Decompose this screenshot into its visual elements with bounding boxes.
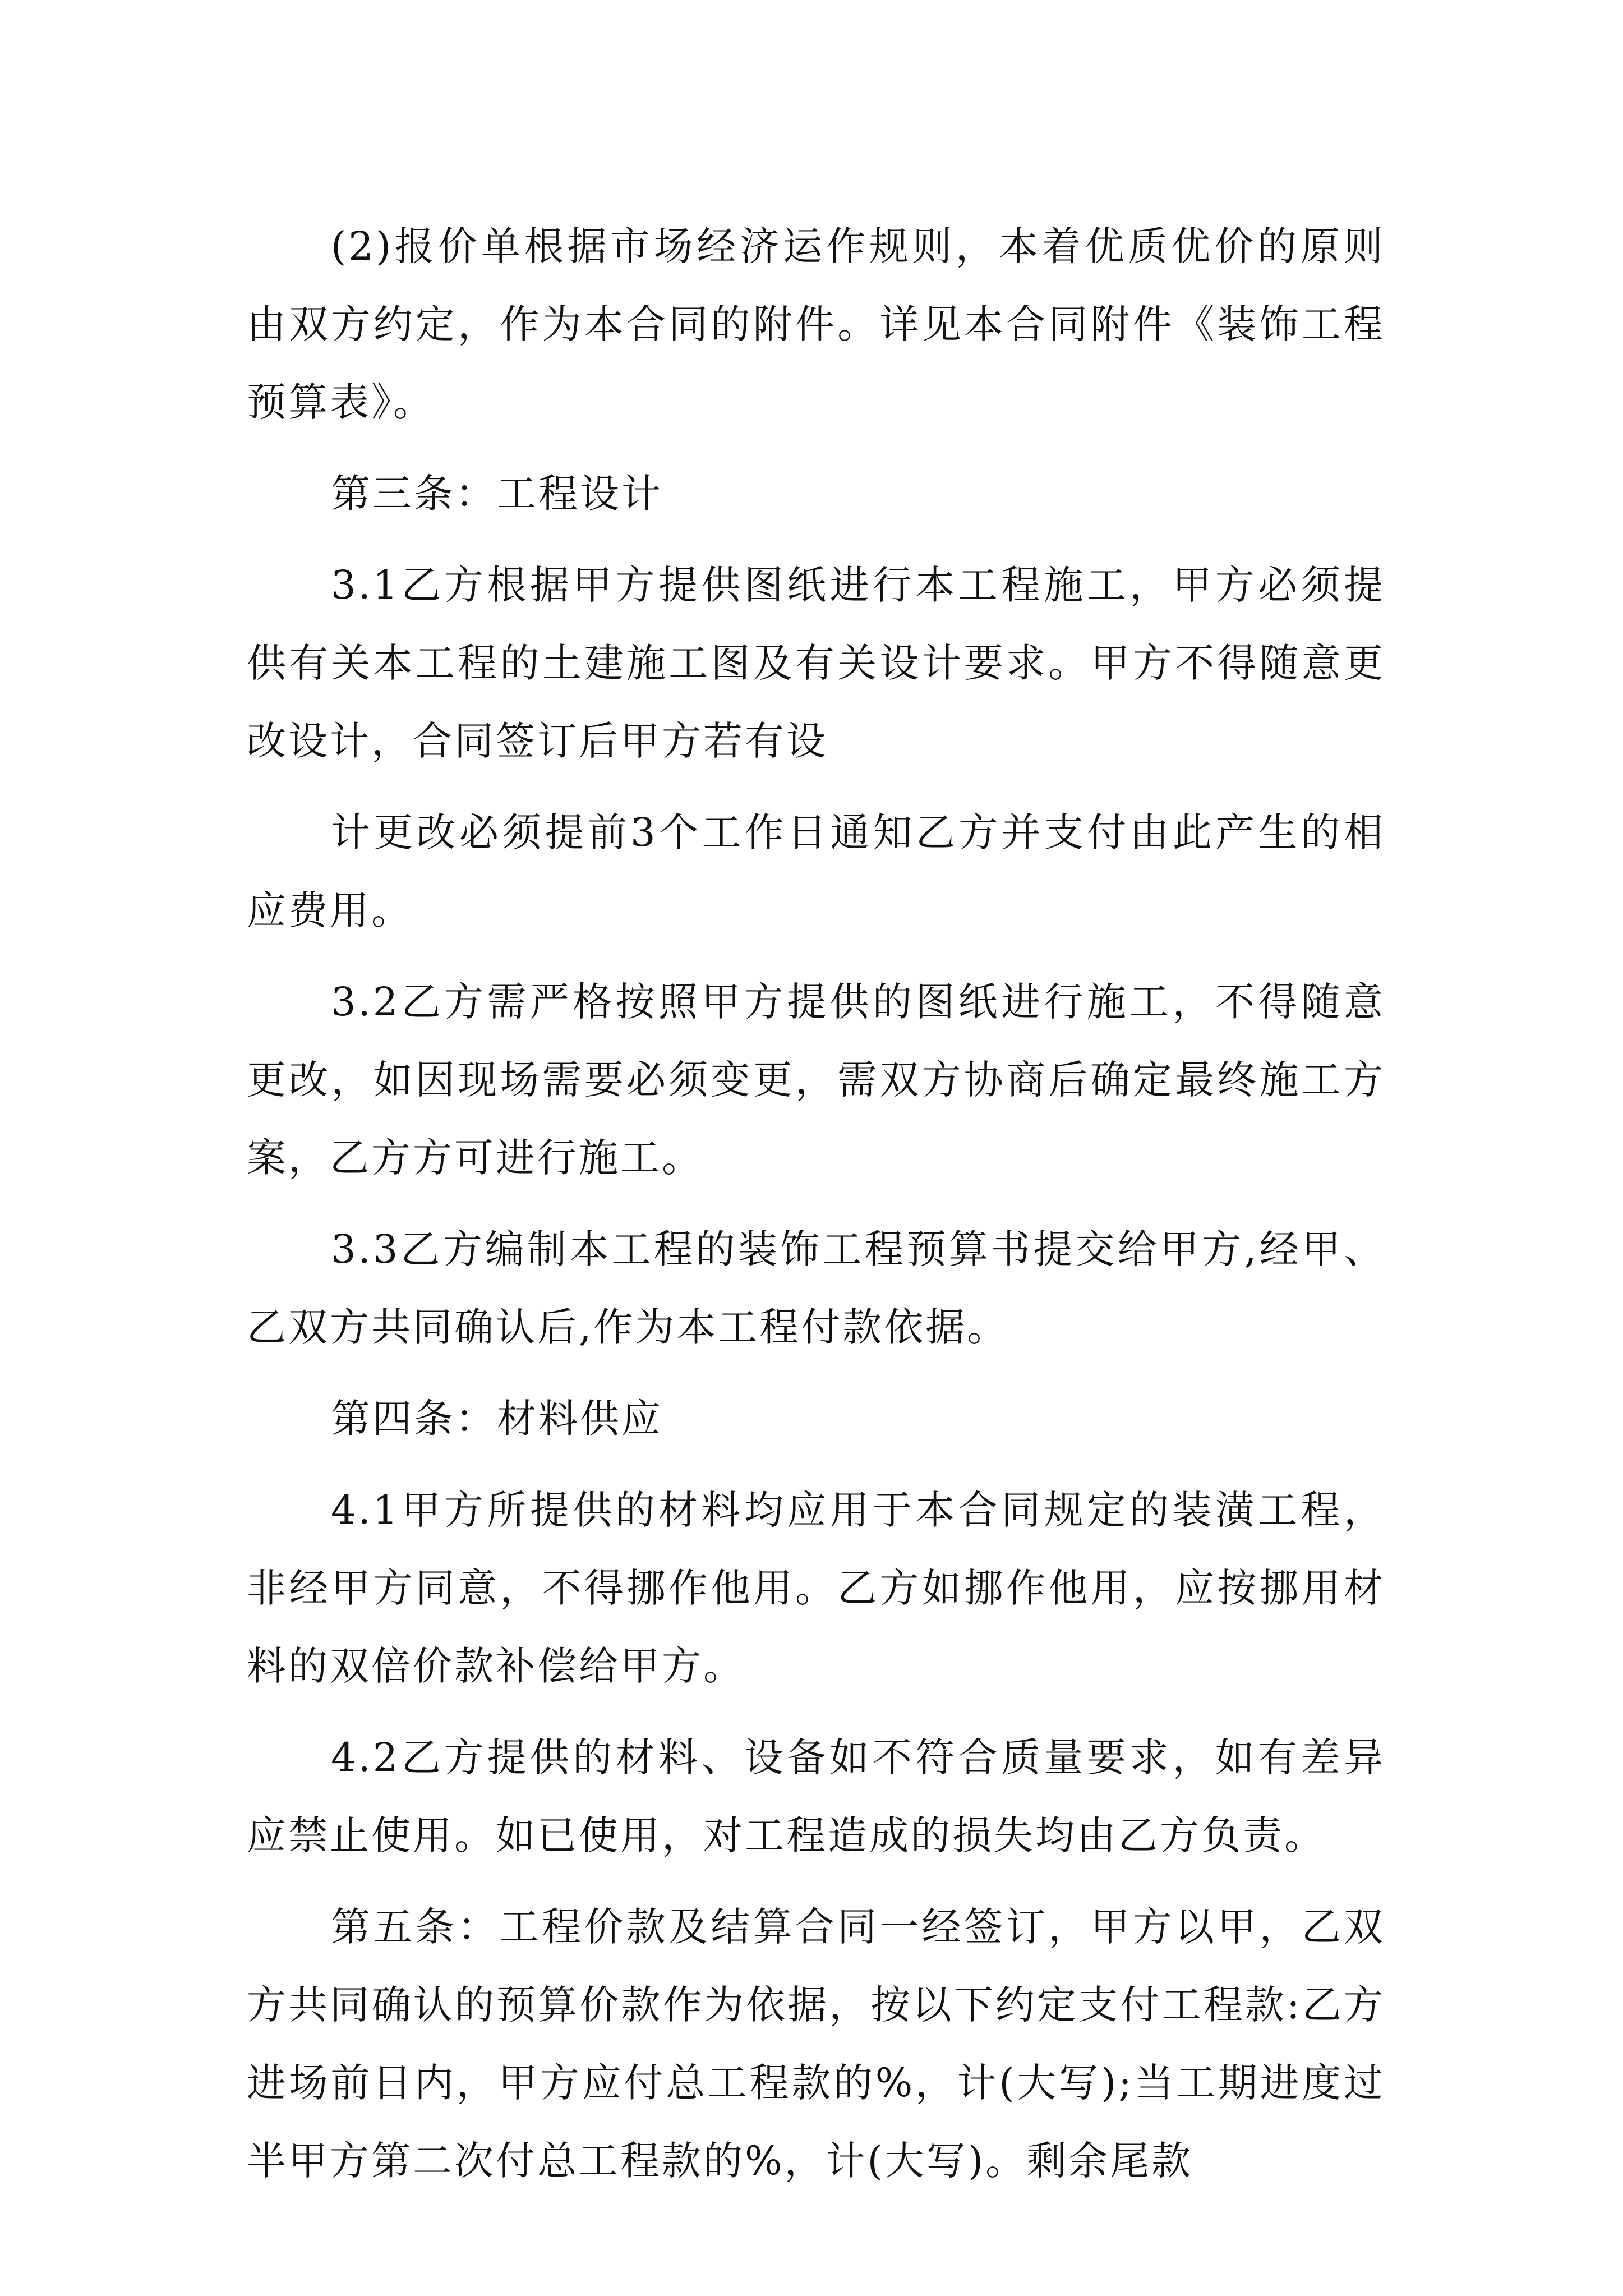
article-4-heading: 第四条：材料供应 <box>331 1396 663 1442</box>
clause-3-2: 3.2乙方需严格按照甲方提供的图纸进行施工，不得随意更改，如因现场需要必须变更，需双方协商后确定最终施工方案，乙方方可进行施工。 <box>247 979 1385 1181</box>
article-3-heading: 第三条：工程设计 <box>331 471 663 517</box>
contract-body <box>247 208 1385 2214</box>
clause-3-1: 3.1乙方根据甲方提供图纸进行本工程施工，甲方必须提供有关本工程的土建施工图及有关设计要求。甲方不得随意更改设计，合同签订后甲方若有设 <box>247 562 1385 764</box>
paragraph-quotation: (2)报价单根据市场经济运作规则，本着优质优价的原则由双方约定，作为本合同的附件。详见本合同附件《装饰工程预算表》。 <box>247 223 1385 425</box>
clause-4-1: 4.1甲方所提供的材料均应用于本合同规定的装潢工程，非经甲方同意，不得挪作他用。乙方如挪作他用，应按挪用材料的双倍价款补偿给甲方。 <box>247 1487 1385 1689</box>
clause-4-2: 4.2乙方提供的材料、设备如不符合质量要求，如有差异应禁止使用。如已使用，对工程造成的损失均由乙方负责。 <box>247 1734 1385 1858</box>
article-5-payment: 第五条：工程价款及结算合同一经签订，甲方以甲，乙双方共同确认的预算价款作为依据，按以下约定支付工程款:乙方进场前日内，甲方应付总工程款的%，计(大写);当工期进度过半甲方第二次付总工程款的%，计(大写)。剩余尾款 <box>247 1904 1385 2184</box>
clause-3-3: 3.3乙方编制本工程的装饰工程预算书提交给甲方,经甲、乙双方共同确认后,作为本工程付款依据。 <box>247 1226 1385 1350</box>
clause-3-1-continued: 计更改必须提前3个工作日通知乙方并支付由此产生的相应费用。 <box>247 809 1385 933</box>
